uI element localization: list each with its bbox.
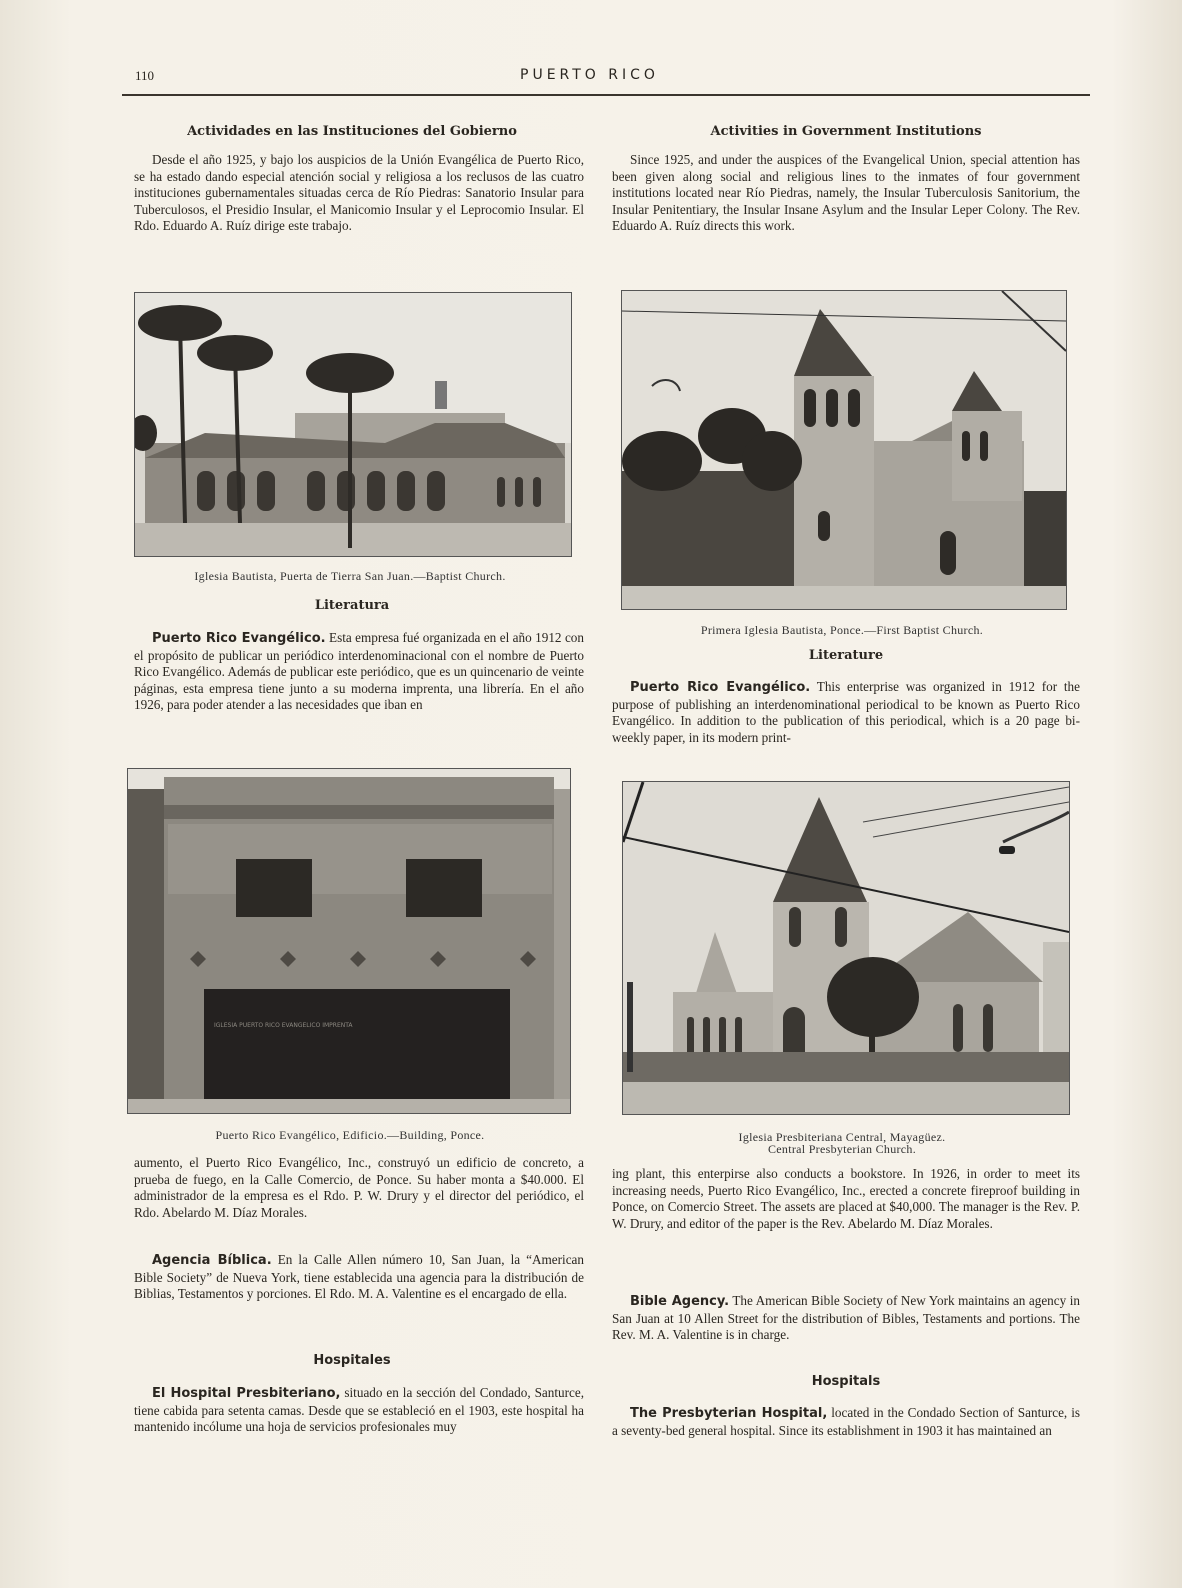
header-rule: [122, 94, 1090, 96]
paragraph-text: The American Bible Society of New York maintains an agency in San Juan at 10 Allen Street for the distribution of Bibles, Testaments and portions. The Rev. M. A. Valentine is in charge.: [612, 1293, 1080, 1342]
paragraph-activities: [612, 152, 1080, 235]
paragraph-text: situado en la sección del Condado, Santurce, tiene cabida para setenta camas. Desde que se estableció en el 1903, este hospital ha mantenido incólume una hoja de servicios profesionales muy: [134, 1385, 585, 1434]
paragraph-literatura: [134, 630, 584, 714]
building-sign-text: IGLESIA PUERTO RICO EVANGELICO IMPRENTA: [214, 1022, 353, 1029]
lead-bible-agency: Bible Agency.: [630, 1294, 730, 1309]
paragraph-agencia-biblica: [134, 1252, 584, 1303]
caption-baptist-church: Iglesia Bautista, Puerta de Tierra San Juan.—Baptist Church.: [194, 569, 506, 583]
photo-baptist-church-san-juan: [134, 292, 572, 557]
paragraph-text: Since 1925, and under the auspices of the Evangelical Union, special attention has been given along social and religious lines to the inmates of four government institutions located near Río Piedras, namely, the Insular Tuberculosis Sanitorium, the Insular Penitentiary, the Insular Insane Asylum and the Insular Leper Colony. The Rev. Eduardo A. Ruíz directs this work.: [612, 152, 1080, 233]
paragraph-hospital-presbiteriano: [134, 1385, 584, 1436]
lead-puerto-rico-evangelico: Puerto Rico Evangélico.: [152, 631, 326, 646]
paragraph-actividades: [134, 152, 584, 235]
paragraph-literature: [612, 679, 1080, 746]
paragraph-text: This enterprise was organized in 1912 for the purpose of publishing an interdenominational periodical to be known as Puerto Rico Evangélico. In addition to the publication of this periodical, which is a 20 page bi-weekly paper, in its modern print-: [612, 679, 1080, 745]
lead-puerto-rico-evangelico-en: Puerto Rico Evangélico.: [630, 680, 811, 695]
paragraph-text: aumento, el Puerto Rico Evangélico, Inc., construyó un edificio de concreto, a prueba de fuego, en la Calle Comercio, de Ponce. Su haber monta a $40.000. El administrador de la empresa es el Rdo. P. W. Drury y el director del periódico, el Rdo. Abelardo M. Díaz Morales.: [134, 1155, 584, 1220]
heading-hospitales: Hospitales: [313, 1353, 391, 1368]
paragraph-text: Desde el año 1925, y bajo los auspicios de la Unión Evangélica de Puerto Rico, se ha estado dando especial atención social y religiosa a los reclusos de las cuatro instituciones gubernamentales situadas cerca de Río Piedras: Sanatorio Insular para Tuberculosos, el Presidio Insular, el Manicomio Insular y el Leprocomio Insular. El Rdo. Eduardo A. Ruíz dirige este trabajo.: [134, 152, 584, 233]
caption-first-baptist-church: Primera Iglesia Bautista, Ponce.—First Baptist Church.: [700, 623, 984, 637]
paragraph-printing-plant: [612, 1166, 1080, 1232]
page-number: 110: [135, 68, 155, 83]
photo-first-baptist-church-ponce: [621, 290, 1067, 610]
caption-central-presbyterian-2: Central Presbyterian Church.: [767, 1142, 917, 1156]
caption-central-presbyterian-1: Iglesia Presbiteriana Central, Mayagüez.: [738, 1130, 946, 1144]
photo-central-presbyterian-church: [622, 781, 1070, 1115]
paragraph-text: ing plant, this enterpirse also conducts a bookstore. In 1926, in order to meet its increasing needs, Puerto Rico Evangélico, Inc., erected a concrete fireproof building in Ponce, on Comercio Street. The assets are placed at $40,000. The manager is the Rev. P. W. Drury, and editor of the paper is the Rev. Abelardo M. Díaz Morales.: [612, 1166, 1080, 1231]
running-title: PUERTO RICO: [520, 67, 659, 83]
lead-hospital-presbiteriano: El Hospital Presbiteriano,: [152, 1386, 341, 1401]
lead-presbyterian-hospital: The Presbyterian Hospital,: [630, 1406, 828, 1421]
caption-building-ponce: Puerto Rico Evangélico, Edificio.—Building, Ponce.: [215, 1128, 485, 1142]
heading-hospitals: Hospitals: [811, 1374, 881, 1389]
heading-literature: Literature: [808, 648, 884, 663]
paragraph-text: located in the Condado Section of Santurce, is a seventy-bed general hospital. Since its establishment in 1903 it has maintained an: [612, 1405, 1080, 1438]
heading-literatura: Literatura: [314, 598, 390, 613]
lead-agencia-biblica: Agencia Bíblica.: [152, 1253, 272, 1268]
paragraph-text: En la Calle Allen número 10, San Juan, la “American Bible Society” de Nueva York, tiene establecida una agencia para la distribución de Biblias, Testamentos y porciones. El Rdo. M. A. Valentine es el encargado de ella.: [134, 1252, 585, 1301]
paragraph-aumento: [134, 1155, 584, 1221]
paragraph-presbyterian-hospital: [612, 1405, 1080, 1439]
heading-actividades: Actividades en las Instituciones del Gobierno: [187, 124, 517, 139]
paragraph-bible-agency: [612, 1293, 1080, 1344]
heading-activities: Activities in Government Institutions: [710, 124, 982, 139]
paragraph-text: Esta empresa fué organizada en el año 1912 con el propósito de publicar un periódico interdenominacional con el nombre de Puerto Rico Evangélico. Además de publicar este periódico, que es un quincenario de veinte páginas, esta empresa tiene junto a su moderna imprenta, una librería. En el año 1926, para poder atender a las necesidades que iban en: [134, 630, 584, 712]
photo-puerto-rico-evangelico-building: [127, 768, 571, 1114]
